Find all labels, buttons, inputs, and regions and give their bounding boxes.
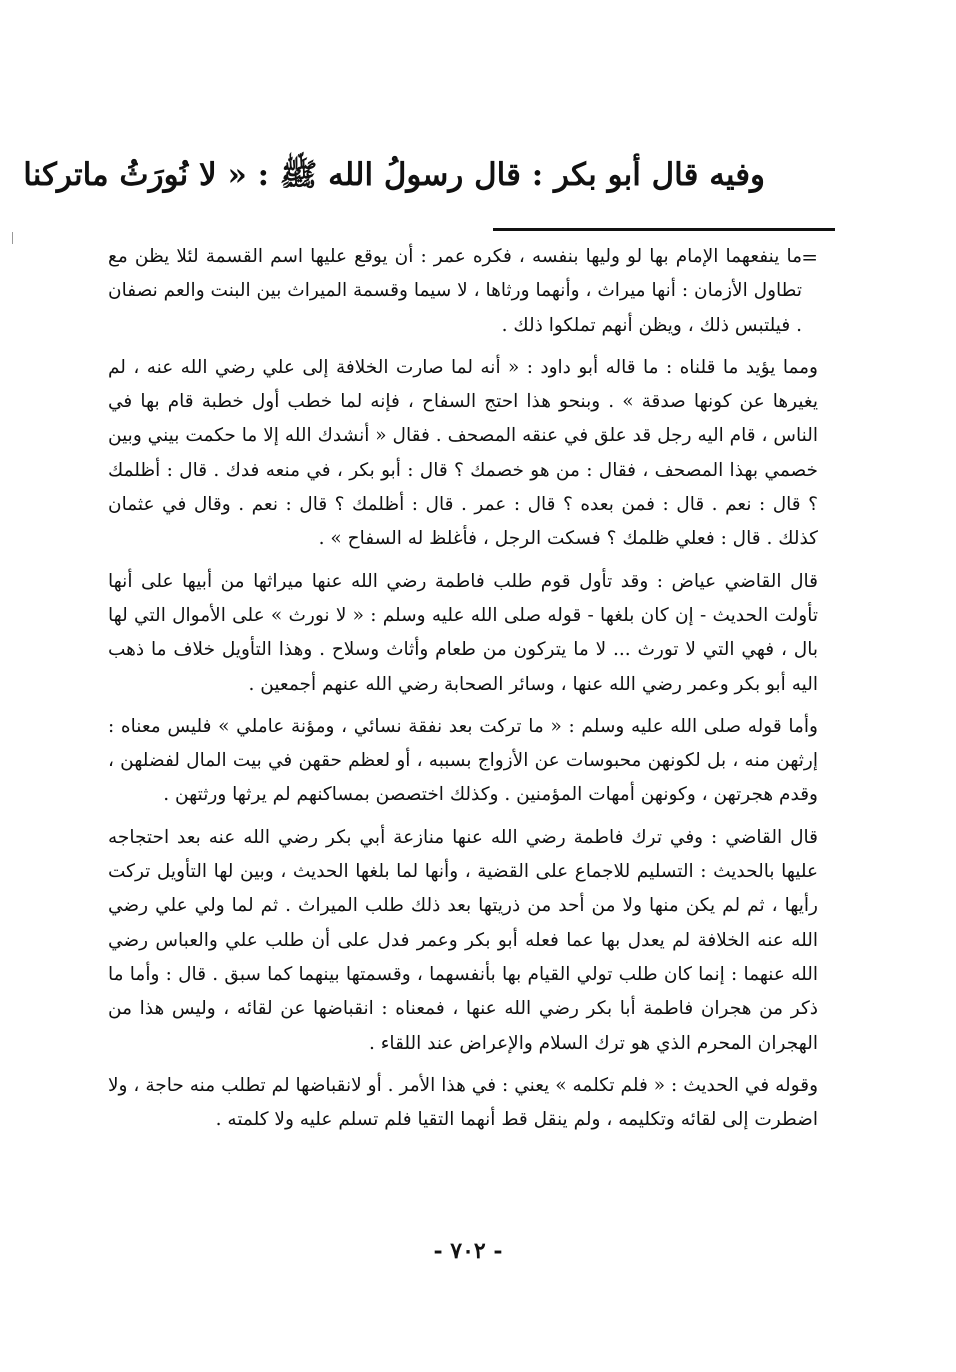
continuation-mark: = [801,245,818,269]
paragraph-6: وقوله في الحديث : « فلم تكلمه » يعني : في هذا الأمر . أو لانقباضها لم تطلب منه حاجة ، ولا اضطرت إلى لقائه وتكليمه ، ولم ينقل قط أنهما التقيا فلم تسلم عليه ولا كلمته . [108,1074,818,1131]
paragraph-3: قال القاضي عياض : وقد تأول قوم طلب فاطمة رضي الله عنها ميراثها من أبيها على أنها تأولت الحديث - إن كان بلغها - قوله صلى الله عليه وسلم : « لا نورث » على الأموال التي لها بال ، فهي التي لا تورث ... لا ما يتركون من طعام وأثاث وسلاح . وهذا التأويل خلاف ما ذهب اليه أبو بكر وعمر رضي الله عنها ، وسائر الصحابة رضي الله عنهم أجمعين . [108,570,818,695]
paragraph-4: وأما قوله صلى الله عليه وسلم : « ما تركت بعد نفقة نسائي ، ومؤنة عاملي » فليس معناه : إرثهن منه ، بل لكونهن محبوسات عن الأزواج بسببه ، أو لعظم حقهن في بيت المال لفضلهن ، وقدم هجرتهن ، وكونهن أمهات المؤمنين . وكذلك اختصصن بمساكنهم لم يرثها ورثتهن . [108,715,818,806]
body-text [108,240,818,1145]
page-header: وفيه قال أبو بكر : قال رسولُ الله ﷺ : « لا نُورَثُ ماتركنا [23,157,765,193]
paragraph-5: قال القاضي : وفي ترك فاطمة رضي الله عنها منازعة أبي بكر رضي الله عنه بعد احتجاجه عليها بالحديث : التسليم للاجماع على القضية ، وأنها لما بلغها الحديث ، وبين لها التأويل تركت رأيها ، ثم لم يكن منها ولا من أحد من ذريتها بعد ذلك طلب الميراث . ثم لما ولي علي رضي الله عنه الخلافة لم يعدل بها عما فعله أبو بكر وعمر فدل على أن طلب علي والعباس رضي الله عنهما : إنما كان طلب تولي القيام بها بأنفسهما ، وقسمتها بينهما كما سبق . قال : وأما ما ذكر من هجران فاطمة أبا بكر رضي الله عنها ، فمعناه : انقباضها عن لقائه ، وليس هذا من الهجران المحرم الذي هو ترك السلام والإعراض عند اللقاء . [108,826,818,1054]
header-rule [493,228,835,231]
paragraph-1 [108,240,818,343]
page-number: - ٧٠٢ - [433,1238,503,1264]
paragraph-2: ومما يؤيد ما قلناه : ما قاله أبو داود : « أنه لما صارت الخلافة إلى علي رضي الله عنه ، لم يغيرها عن كونها صدقة » . وبنحو هذا احتج السفاح ، فإنه لما خطب أول خطبة قام بها في الناس ، قام اليه رجل قد علق في عنقه المصحف . فقال « أنشدك الله إلا ما حكمت بيني وبين خصمي بهذا المصحف ، فقال : من هو خصمك ؟ قال : أبو بكر ، في منعه فدك . قال : أظلمك ؟ قال : نعم . قال : فمن بعده ؟ قال : عمر . قال : أظلمك ؟ قال : نعم . وقال في عثمان كذلك . قال : فعلي ظلمك ؟ فسكت الرجل ، فأغلظ له السفاح » . [108,356,818,550]
paragraph-1-text: ما ينفعهما الإمام بها لو وليها بنفسه ، فكره عمر : أن يوقع عليها اسم القسمة لئلا يظن مع تطاول الأزمان : أنها ميراث ، وأنهما ورثاها ، لا سيما وقسمة الميراث بين البنت والعم نصفان . فيلتبس ذلك ، ويظن أنهم تملكوا ذلك . [108,246,802,336]
margin-mark [12,232,13,244]
